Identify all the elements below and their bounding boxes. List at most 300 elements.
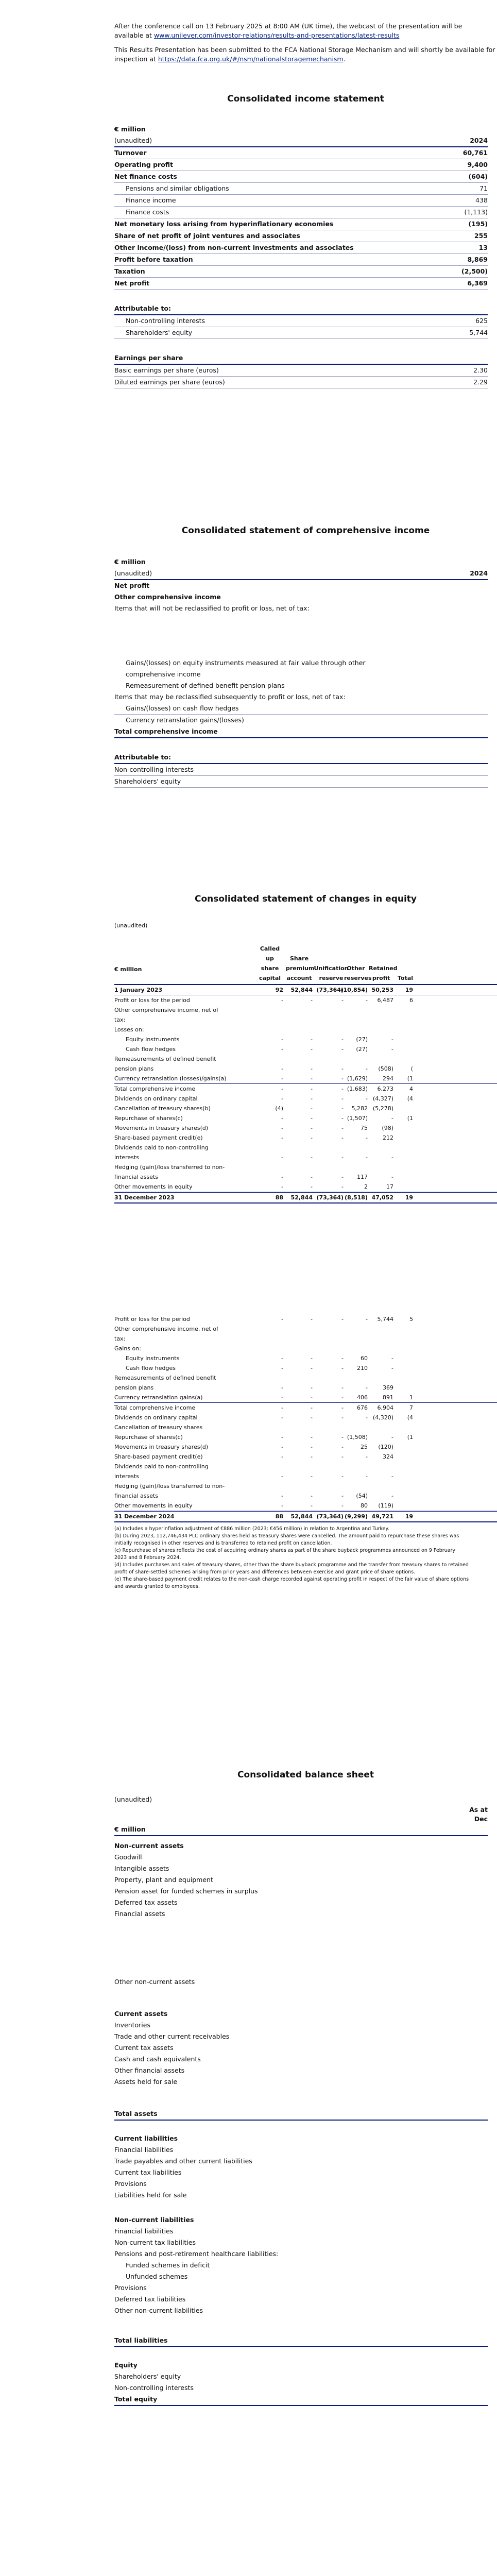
table-row: [114, 776, 488, 788]
cell-value: 212: [383, 1134, 393, 1141]
row-label: Non-current assets: [114, 1842, 184, 1850]
table-row: [114, 2394, 488, 2406]
spacer: [114, 614, 488, 657]
equity-row: [114, 1192, 497, 1204]
column-header-line: Called: [260, 945, 280, 952]
cell-value: -: [281, 1473, 283, 1480]
cell-value: -: [341, 1493, 344, 1499]
cell-value: -: [281, 1394, 283, 1401]
cell-value: -: [366, 1316, 368, 1323]
row-label: Hedging (gain)/loss transferred to non-: [114, 1164, 225, 1171]
cell-value: (120): [378, 1444, 393, 1450]
row-label: € million: [114, 1825, 146, 1833]
cell-value: -: [366, 1134, 368, 1141]
unaudited-label: (unaudited): [114, 922, 148, 929]
intro-line: This Results Presentation has been submitted to the FCA National Storage Mechanism and will shortly be available for: [114, 46, 495, 54]
row-label: Provisions: [114, 2284, 147, 2292]
row-value: (604): [468, 173, 488, 180]
cell-value: -: [311, 1414, 313, 1421]
column-header-line: Total: [398, 975, 414, 981]
cell-value: -: [311, 1365, 313, 1371]
intro-text: .: [343, 55, 346, 63]
row-label: Other comprehensive income, net of: [114, 1007, 218, 1013]
cell-value: -: [311, 1453, 313, 1460]
row-label: Cash flow hedges: [126, 1046, 176, 1053]
row-label: Cash and cash equivalents: [114, 2055, 201, 2063]
changes-in-equity-title: Consolidated statement of changes in equity: [194, 894, 417, 904]
table-row: [114, 242, 488, 254]
cell-value: (98): [382, 1125, 393, 1131]
cell-value: (1: [407, 1075, 413, 1082]
row-label: Other movements in equity: [114, 1183, 193, 1190]
cell-value: -: [366, 1414, 368, 1421]
cell-value: -: [341, 997, 344, 1004]
table-row: [114, 2020, 488, 2031]
cell-value: -: [366, 997, 368, 1004]
row-label: Inventories: [114, 2021, 150, 2029]
intro-text: available at: [114, 31, 154, 39]
row-label: Other comprehensive income, net of: [114, 1326, 218, 1332]
spacer: [114, 1920, 488, 1976]
cell-value: 19: [405, 1513, 413, 1520]
cell-value: 52,844: [290, 1194, 313, 1201]
cell-value: -: [311, 1444, 313, 1450]
spacer: [114, 1836, 488, 1840]
equity-row: [114, 1324, 497, 1334]
cell-value: -: [341, 1502, 344, 1509]
cell-value: -: [366, 1473, 368, 1480]
webcast-link[interactable]: www.unilever.com/investor-relations/results-and-presentations/latest-results: [153, 31, 400, 39]
row-label: Current assets: [114, 2010, 168, 2018]
balance-sheet-table: [114, 1794, 488, 2406]
row-label: Currency retranslation gains(a): [114, 1394, 203, 1401]
row-label: (unaudited): [114, 1795, 152, 1803]
cell-value: -: [281, 1316, 283, 1323]
cell-value: 6: [409, 997, 413, 1004]
row-label: Financial assets: [114, 1910, 165, 1918]
equity-row: [114, 1413, 497, 1422]
row-label: Goodwill: [114, 1853, 142, 1861]
cell-value: -: [281, 1174, 283, 1180]
row-label: Shareholders' equity: [114, 2372, 181, 2380]
section-heading: [114, 303, 488, 315]
cell-value: -: [281, 1134, 283, 1141]
cell-value: -: [281, 1075, 283, 1082]
cell-value: -: [341, 1046, 344, 1053]
row-value: 8,869: [467, 256, 488, 263]
cell-value: 1: [409, 1394, 413, 1401]
footnote: (c) Repurchase of shares reflects the cost of acquiring ordinary shares as part of the share buyback programmes announced on 9 February: [114, 1548, 456, 1553]
row-label: Pensions and similar obligations: [126, 184, 229, 192]
column-header-line: share: [261, 965, 279, 972]
row-label: 31 December 2023: [114, 1194, 175, 1201]
cell-value: -: [281, 1125, 283, 1131]
cell-value: -: [391, 1434, 393, 1440]
column-header-line: up: [266, 955, 274, 962]
header-row: [114, 568, 488, 580]
column-head-text: As at: [469, 1806, 488, 1814]
column-header: [369, 963, 398, 983]
spacer: [114, 1204, 497, 1314]
row-label: Net monetary loss arising from hyperinflationary economies: [114, 220, 334, 228]
cell-value: -: [341, 1453, 344, 1460]
footnote: (d) Includes purchases and sales of treasury shares, other than the share buyback programme and the transfer from treasury shares to retained: [114, 1562, 469, 1568]
column-headers: [114, 934, 497, 985]
cell-value: -: [311, 1065, 313, 1072]
row-label: financial assets: [114, 1174, 159, 1180]
table-row: [114, 2156, 488, 2167]
cell-value: 88: [275, 1513, 283, 1520]
cell-value: (54): [356, 1493, 368, 1499]
row-label: Share-based payment credit(e): [114, 1134, 203, 1141]
table-row: [114, 254, 488, 266]
cell-value: (1: [407, 1434, 413, 1440]
cell-value: -: [281, 1434, 283, 1440]
table-row: [114, 691, 488, 703]
comprehensive-income-table: [114, 556, 488, 788]
equity-row: [114, 1094, 497, 1104]
table-row: [114, 2282, 488, 2294]
cell-value: 19: [405, 987, 413, 993]
row-value: 2024: [470, 137, 488, 144]
row-label: Total liabilities: [114, 2336, 168, 2344]
cell-value: -: [281, 1493, 283, 1499]
row-label: interests: [114, 1154, 139, 1161]
row-label: Net finance costs: [114, 173, 177, 180]
row-label: Repurchase of shares(c): [114, 1434, 183, 1440]
cell-value: (4): [275, 1105, 283, 1112]
row-label: Other movements in equity: [114, 1502, 193, 1509]
table-row: [114, 1840, 488, 1852]
cell-value: -: [341, 1125, 344, 1131]
cell-value: -: [311, 1075, 313, 1082]
column-header: [344, 963, 372, 983]
equity-row: [114, 1422, 497, 1432]
row-label: Repurchase of shares(c): [114, 1115, 183, 1122]
row-label: € million: [114, 558, 146, 566]
cell-value: (1: [407, 1115, 413, 1122]
row-label: Gains on:: [114, 1345, 141, 1352]
column-header: [256, 944, 283, 983]
cell-value: (119): [378, 1502, 393, 1509]
table-row: [114, 2190, 488, 2201]
cell-value: -: [391, 1174, 393, 1180]
cell-value: -: [281, 1384, 283, 1391]
cell-value: -: [281, 1065, 283, 1072]
row-label: Dividends paid to non-controlling: [114, 1144, 209, 1151]
row-label: Other comprehensive income: [114, 593, 221, 601]
cell-value: -: [341, 1134, 344, 1141]
table-row: [114, 195, 488, 207]
table-row: [114, 2031, 488, 2042]
spacer: [114, 339, 488, 352]
row-label: Equity instruments: [126, 1036, 180, 1043]
intro-line: [114, 55, 497, 64]
table-row: [114, 726, 488, 738]
table-row: [114, 207, 488, 218]
cell-value: 6,487: [377, 997, 393, 1004]
cell-value: -: [281, 1115, 283, 1122]
table-row: [114, 2271, 488, 2282]
cell-value: 80: [361, 1502, 368, 1509]
cell-value: (4,327): [372, 1095, 393, 1102]
unit-label: [114, 124, 488, 135]
cell-value: 324: [383, 1453, 393, 1460]
row-label: Attributable to:: [114, 753, 171, 761]
cell-value: -: [341, 1095, 344, 1102]
row-value: 625: [475, 317, 488, 325]
footnote: (a) Includes a hyperinflation adjustment of €886 million (2023: €456 million) in relation to Argentina and Turkey.: [114, 1526, 389, 1532]
row-label: Current liabilities: [114, 2134, 178, 2142]
table-row: [114, 2133, 488, 2144]
total-liabilities-row: [114, 2335, 488, 2347]
row-label: Basic earnings per share (euros): [114, 366, 219, 374]
cell-value: -: [311, 1105, 313, 1112]
row-label: Provisions: [114, 2180, 147, 2188]
cell-value: -: [281, 997, 283, 1004]
cell-value: -: [391, 1355, 393, 1362]
row-value: 5,744: [469, 329, 488, 336]
row-label: Total comprehensive income: [114, 1086, 196, 1092]
equity-row: [114, 1133, 497, 1143]
cell-value: -: [281, 1444, 283, 1450]
cell-value: 92: [275, 987, 283, 993]
cell-value: 4: [409, 1086, 413, 1092]
row-label: Net profit: [114, 582, 150, 589]
equity-row: [114, 1373, 497, 1383]
row-label: Financial liabilities: [114, 2146, 174, 2154]
row-label: Equity: [114, 2361, 138, 2369]
table-row: [114, 2214, 488, 2226]
equity-row: [114, 1182, 497, 1192]
equity-row: [114, 1035, 497, 1044]
cell-value: -: [341, 1316, 344, 1323]
row-label: Other non-current liabilities: [114, 2307, 203, 2314]
column-head: [114, 1805, 488, 1824]
cell-value: -: [391, 1473, 393, 1480]
row-label: Deferred tax liabilities: [114, 2295, 186, 2303]
cell-value: -: [311, 1046, 313, 1053]
cell-value: -: [341, 1384, 344, 1391]
row-label: Attributable to:: [114, 304, 171, 312]
cell-value: (4,320): [372, 1414, 393, 1421]
cell-value: 406: [357, 1394, 368, 1401]
row-label: Total comprehensive income: [114, 727, 218, 735]
row-label: Non-current liabilities: [114, 2216, 194, 2224]
cell-value: (5,278): [372, 1105, 393, 1112]
row-label: Gains/(losses) on equity instruments measured at fair value through other: [126, 659, 366, 667]
cell-value: 6,273: [377, 1086, 393, 1092]
cell-value: 7: [409, 1404, 413, 1411]
cell-value: (1,683): [347, 1086, 368, 1092]
row-label: (unaudited): [114, 137, 152, 144]
equity-row: [114, 1353, 497, 1363]
row-label: Dividends on ordinary capital: [114, 1095, 198, 1102]
table-row: [114, 715, 488, 726]
cell-value: 5: [409, 1316, 413, 1323]
row-value: 13: [478, 244, 488, 251]
equity-row: [114, 1403, 497, 1413]
cell-value: 25: [361, 1444, 368, 1450]
equity-row: [114, 1074, 497, 1084]
cell-value: -: [391, 1036, 393, 1043]
cell-value: -: [311, 1154, 313, 1161]
row-label: Pension asset for funded schemes in surplus: [114, 1887, 258, 1895]
intro-line: [114, 31, 497, 40]
cell-value: -: [341, 1394, 344, 1401]
cell-value: 5,744: [377, 1316, 393, 1323]
unit-label: € million: [114, 966, 142, 973]
row-label: 31 December 2024: [114, 1513, 175, 1520]
cell-value: (73,364): [316, 1513, 344, 1520]
column-header-line: Share: [289, 955, 309, 962]
cell-value: -: [311, 1115, 313, 1122]
equity-row: [114, 1113, 497, 1123]
cell-value: -: [281, 1365, 283, 1371]
equity-row: [114, 1511, 497, 1522]
row-label: financial assets: [114, 1493, 159, 1499]
row-value: 9,400: [467, 161, 488, 168]
table-row: [114, 183, 488, 195]
cell-value: -: [341, 1473, 344, 1480]
equity-row: [114, 1015, 497, 1025]
cell-value: (1,507): [347, 1115, 368, 1122]
row-label: Profit or loss for the period: [114, 997, 190, 1004]
row-label: Financial liabilities: [114, 2227, 174, 2235]
row-label: Deferred tax assets: [114, 1899, 178, 1906]
cell-value: -: [311, 1394, 313, 1401]
equity-row: [114, 1344, 497, 1353]
row-value: (195): [468, 220, 488, 228]
cell-value: -: [341, 1183, 344, 1190]
cell-value: -: [341, 1174, 344, 1180]
cell-value: -: [281, 1086, 283, 1092]
row-label: Movements in treasury shares(d): [114, 1444, 209, 1450]
cell-value: -: [391, 1365, 393, 1371]
column-header-line: reserve: [319, 975, 344, 981]
cell-value: -: [311, 1036, 313, 1043]
cell-value: -: [311, 1183, 313, 1190]
equity-row: [114, 1462, 497, 1471]
cell-value: -: [391, 1493, 393, 1499]
row-label: Items that will not be reclassified to profit or loss, net of tax:: [114, 604, 310, 612]
column-head-text: Dec: [474, 1815, 488, 1823]
cell-value: -: [341, 1065, 344, 1072]
table-row: [114, 1852, 488, 1863]
table-row: [114, 266, 488, 278]
row-label: Equity instruments: [126, 1355, 180, 1362]
equity-row: [114, 1363, 497, 1373]
row-label: tax:: [114, 1016, 126, 1023]
spacer: [114, 738, 488, 752]
cell-value: -: [341, 1434, 344, 1440]
column-header-line: capital: [259, 975, 281, 981]
column-header-line: account: [286, 975, 312, 981]
row-label: Trade and other current receivables: [114, 2032, 230, 2040]
income-statement-title: Consolidated income statement: [227, 94, 384, 104]
table-row: [114, 657, 488, 669]
row-label: Total assets: [114, 2110, 158, 2117]
row-label: Non-current tax liabilities: [114, 2239, 196, 2246]
cell-value: 88: [275, 1194, 283, 1201]
row-label: Liabilities held for sale: [114, 2191, 187, 2199]
equity-row: [114, 1054, 497, 1064]
row-label: pension plans: [114, 1384, 154, 1391]
table-row: [114, 2042, 488, 2054]
cell-value: -: [281, 1046, 283, 1053]
cell-value: 294: [383, 1075, 393, 1082]
row-label: interests: [114, 1473, 139, 1480]
table-row: [114, 2382, 488, 2394]
table-row: [114, 230, 488, 242]
equity-row: [114, 1383, 497, 1393]
equity-row: [114, 1172, 497, 1182]
row-label: Pensions and post-retirement healthcare liabilities:: [114, 2250, 279, 2258]
table-row: [114, 1874, 488, 1886]
row-label: Items that may be reclassified subsequently to profit or loss, net of tax:: [114, 693, 346, 701]
row-value: 2.29: [473, 378, 488, 386]
table-row: [114, 2076, 488, 2088]
column-header: [398, 973, 413, 983]
cell-value: -: [341, 1414, 344, 1421]
cell-value: -: [311, 1174, 313, 1180]
cell-value: 50,253: [371, 987, 393, 993]
footnote: profit of share-settled schemes arising from prior years and differences between exercise and grant price of share options.: [114, 1569, 416, 1575]
cell-value: -: [311, 1125, 313, 1131]
table-row: [114, 1886, 488, 1897]
table-row: [114, 2360, 488, 2371]
row-label: Current tax assets: [114, 2044, 174, 2052]
comprehensive-income-title: Consolidated statement of comprehensive income: [181, 526, 430, 536]
cell-value: -: [391, 1046, 393, 1053]
income-statement-table: [114, 124, 488, 388]
cell-value: -: [311, 997, 313, 1004]
intro-text: inspection at: [114, 55, 158, 63]
cell-value: (27): [356, 1036, 368, 1043]
cell-value: (508): [378, 1065, 393, 1072]
row-value: (2,500): [461, 267, 488, 275]
cell-value: (8,518): [345, 1194, 368, 1201]
fca-link[interactable]: https://data.fca.org.uk/#/nsm/nationalstoragemechanism: [158, 55, 344, 63]
row-label: tax:: [114, 1335, 126, 1342]
equity-row: [114, 1471, 497, 1481]
row-label: Cash flow hedges: [126, 1365, 176, 1371]
cell-value: -: [281, 1414, 283, 1421]
cell-value: -: [341, 1105, 344, 1112]
row-label: Other non-current assets: [114, 1978, 195, 1986]
row-label: Gains/(losses) on cash flow hedges: [126, 704, 239, 712]
table-row: [114, 2178, 488, 2190]
table-row: [114, 703, 488, 715]
equity-row: [114, 1481, 497, 1491]
cell-value: -: [311, 1134, 313, 1141]
row-label: Intangible assets: [114, 1865, 169, 1872]
column-header-line: profit: [372, 975, 390, 981]
column-header: [286, 954, 313, 983]
row-label: Remeasurement of defined benefit pension plans: [126, 682, 285, 689]
cell-value: 5,282: [351, 1105, 368, 1112]
spacer: [114, 2316, 488, 2335]
row-label: Cancellation of treasury shares(b): [114, 1105, 211, 1112]
table-row: [114, 2065, 488, 2076]
equity-row: [114, 1044, 497, 1054]
row-label: Cancellation of treasury shares: [114, 1424, 203, 1431]
column-header-line: reserves: [344, 975, 372, 981]
equity-row: [114, 1162, 497, 1172]
spacer: [114, 2088, 488, 2108]
cell-value: -: [341, 1355, 344, 1362]
cell-value: -: [311, 1316, 313, 1323]
